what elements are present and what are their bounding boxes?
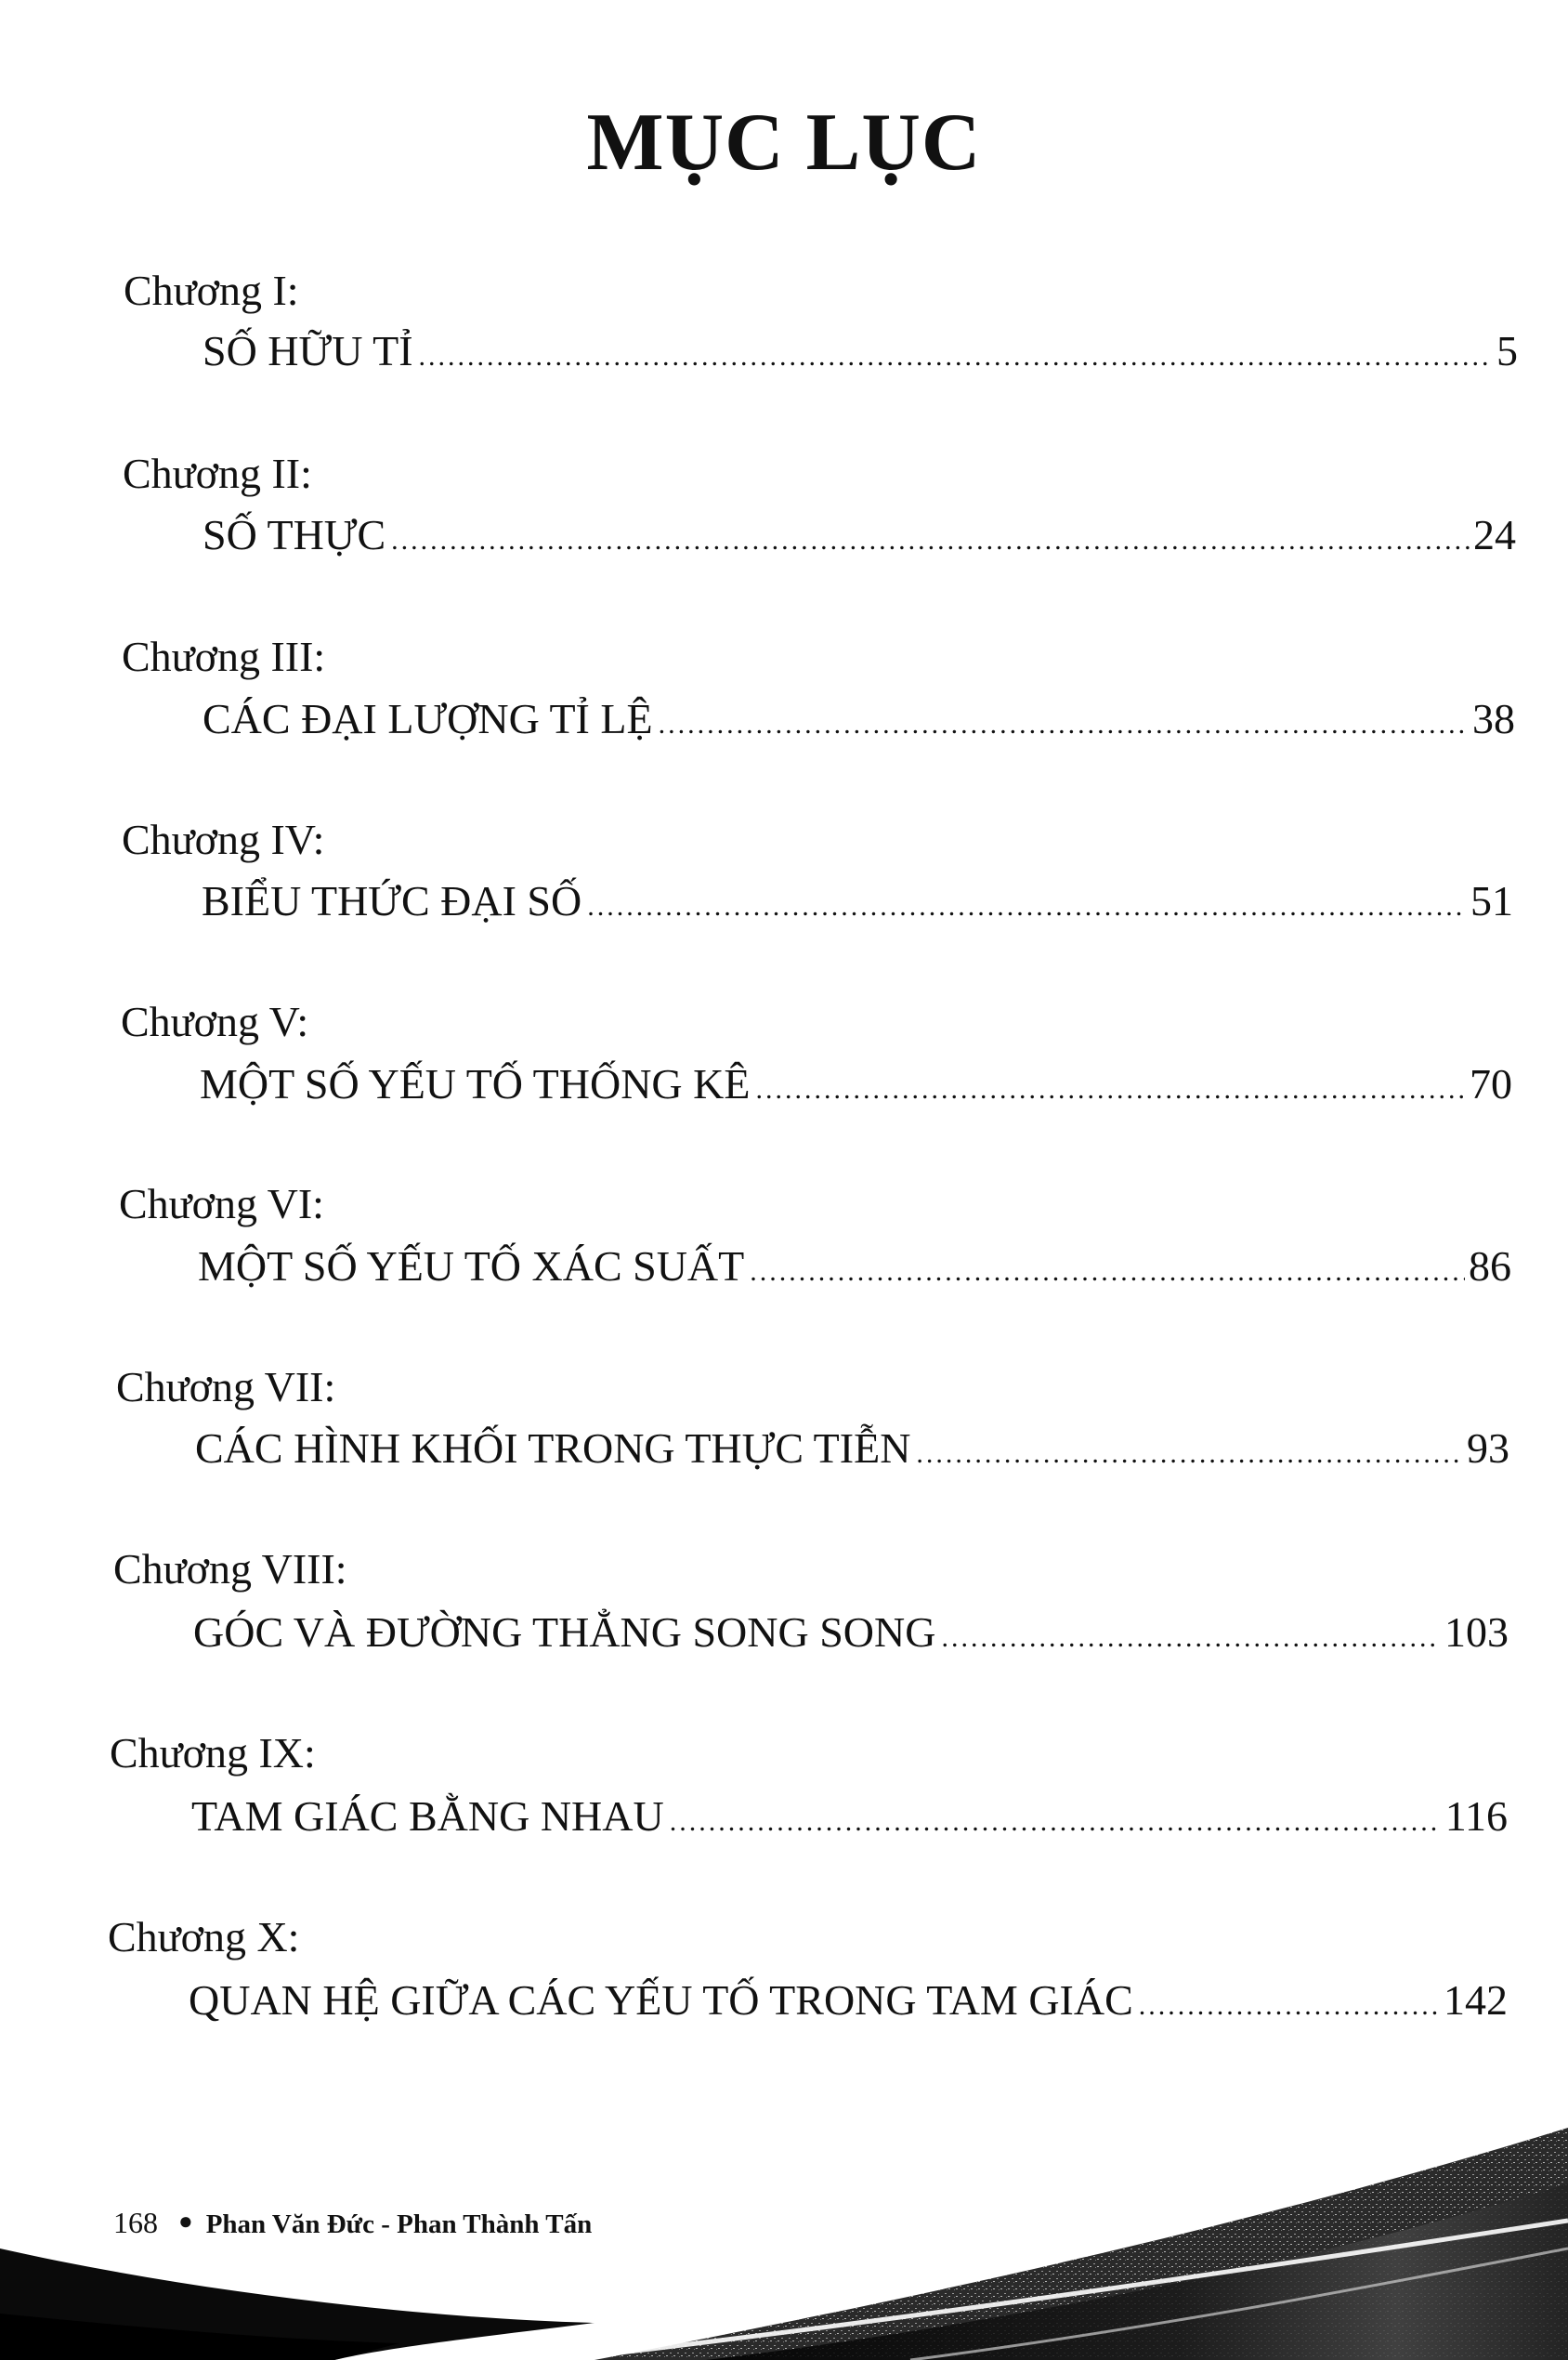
toc-entry-page: 38: [1472, 695, 1515, 742]
toc-entry-5[interactable]: [200, 1060, 1512, 1108]
chapter-label-8: Chương VIII:: [113, 1545, 347, 1593]
toc-entry-title: TAM GIÁC BẰNG NHAU: [191, 1792, 664, 1840]
leader-dots: [916, 1440, 1463, 1468]
toc-entry-page: 103: [1444, 1608, 1509, 1656]
page-number: 168: [113, 2206, 158, 2239]
leader-dots: [1139, 1992, 1440, 2020]
toc-entry-title: CÁC ĐẠI LƯỢNG TỈ LỆ: [203, 695, 653, 742]
toc-entry-10[interactable]: [189, 1976, 1508, 2024]
toc-entry-title: MỘT SỐ YẾU TỐ THỐNG KÊ: [200, 1060, 751, 1108]
toc-entry-page: 51: [1470, 877, 1513, 924]
toc-entry-9[interactable]: [191, 1792, 1508, 1840]
page-corner-decoration: [0, 2128, 1568, 2360]
chapter-label-3: Chương III:: [122, 633, 326, 680]
leader-dots: [659, 711, 1469, 739]
toc-entry-page: 70: [1470, 1060, 1512, 1108]
chapter-label-9: Chương IX:: [110, 1729, 316, 1777]
leader-dots: [587, 893, 1467, 921]
toc-entry-page: 93: [1467, 1424, 1509, 1472]
toc-entry-page: 116: [1444, 1792, 1508, 1840]
page-title: MỤC LỤC: [586, 98, 982, 188]
toc-entry-title: CÁC HÌNH KHỐI TRONG THỰC TIỄN: [195, 1424, 911, 1472]
toc-entry-7[interactable]: [195, 1424, 1509, 1472]
toc-entry-2[interactable]: [203, 511, 1516, 558]
toc-entry-title: MỘT SỐ YẾU TỐ XÁC SUẤT: [198, 1242, 745, 1290]
toc-entry-title: GÓC VÀ ĐƯỜNG THẲNG SONG SONG: [193, 1608, 936, 1656]
bullet-icon: ●: [178, 2208, 193, 2235]
leader-dots: [750, 1258, 1465, 1286]
toc-entry-4[interactable]: [202, 877, 1513, 924]
chapter-label-10: Chương X:: [108, 1913, 300, 1960]
toc-entry-page: 142: [1444, 1976, 1508, 2024]
toc-entry-page: 5: [1496, 327, 1518, 374]
leader-dots: [755, 1076, 1466, 1104]
toc-entry-6[interactable]: [198, 1242, 1511, 1290]
toc-entry-3[interactable]: [203, 695, 1515, 742]
authors: Phan Văn Đức - Phan Thành Tấn: [205, 2209, 593, 2239]
leader-dots: [670, 1808, 1442, 1836]
leader-dots: [419, 343, 1493, 371]
toc-entry-title: SỐ THỰC: [203, 511, 386, 558]
chapter-label-2: Chương II:: [123, 450, 312, 497]
toc-entry-8[interactable]: [193, 1608, 1509, 1656]
page-footer: [113, 2208, 592, 2238]
chapter-label-5: Chương V:: [121, 998, 309, 1045]
chapter-label-6: Chương VI:: [119, 1180, 324, 1227]
toc-entry-1[interactable]: [203, 327, 1518, 374]
chapter-label-1: Chương I:: [124, 267, 299, 314]
toc-entry-title: BIỂU THỨC ĐẠI SỐ: [202, 877, 582, 924]
toc-entry-page: 86: [1469, 1242, 1511, 1290]
leader-dots: [941, 1624, 1441, 1652]
chapter-label-7: Chương VII:: [116, 1363, 336, 1410]
toc-entry-page: 24: [1473, 511, 1516, 558]
chapter-label-4: Chương IV:: [122, 816, 325, 863]
toc-entry-title: SỐ HỮU TỈ: [203, 327, 413, 374]
leader-dots: [391, 527, 1470, 555]
toc-entry-title: QUAN HỆ GIỮA CÁC YẾU TỐ TRONG TAM GIÁC: [189, 1976, 1133, 2024]
